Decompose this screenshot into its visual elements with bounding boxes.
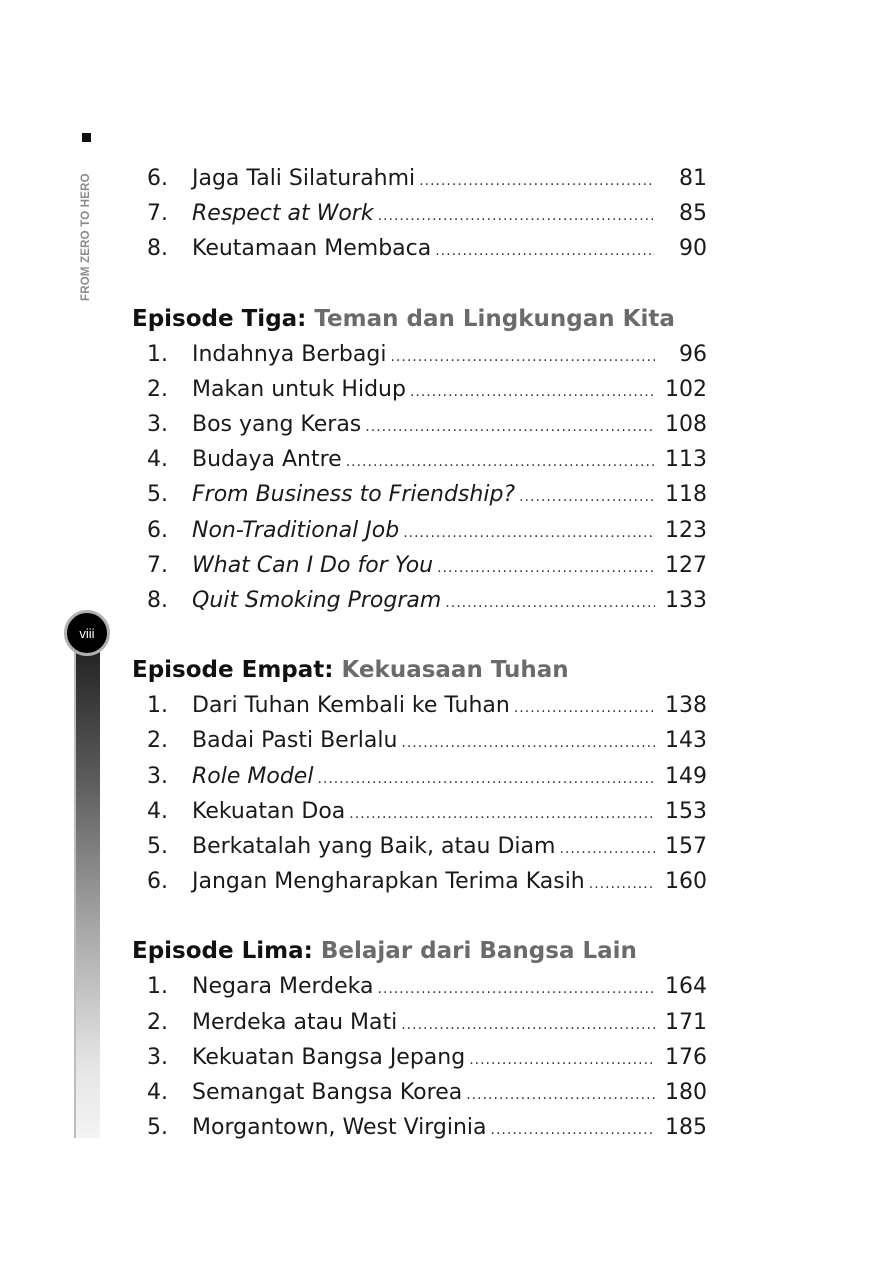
toc-entry-number: 2. (147, 728, 168, 754)
toc-entry-number: 6. (147, 517, 168, 543)
episode-heading (132, 933, 637, 969)
dot-leader (559, 832, 655, 866)
toc-entry-number: 4. (147, 798, 168, 824)
toc-entry-title: Jangan Mengharapkan Terima Kasih (192, 869, 585, 895)
toc-entry-page: 157 (665, 834, 707, 859)
toc-entry-number: 3. (147, 763, 168, 789)
toc-entry-number: 2. (147, 1009, 168, 1035)
toc-entry-number: 5. (147, 834, 168, 859)
toc-entry (147, 338, 707, 372)
toc-entry-number: 3. (147, 1044, 168, 1070)
toc-entry-page: 102 (665, 376, 707, 402)
episode-name: Teman dan Lingkungan Kita (314, 305, 675, 332)
toc-entry (147, 549, 707, 583)
toc-entry (147, 408, 707, 442)
toc-entry-number: 4. (147, 447, 168, 473)
dot-leader (377, 972, 655, 1006)
toc-entry-number: 4. (147, 1080, 168, 1105)
toc-entry-page: 153 (665, 798, 707, 824)
toc-entry-title: Quit Smoking Program (192, 588, 442, 613)
dot-leader (519, 480, 655, 514)
toc-entry-page: 118 (665, 482, 707, 508)
toc-entry (147, 830, 707, 864)
toc-entry-title: Makan untuk Hidup (192, 376, 406, 402)
toc-entry-number: 1. (147, 693, 168, 719)
toc-entry-page: 160 (665, 869, 707, 895)
toc-entry-page: 85 (679, 201, 707, 227)
toc-entry-title: Dari Tuhan Kembali ke Tuhan (192, 693, 510, 719)
dot-leader (491, 1113, 655, 1147)
toc-entry-title: Badai Pasti Berlalu (192, 728, 398, 754)
dot-leader (365, 410, 655, 444)
toc-entry (147, 724, 707, 758)
episode-name: Belajar dari Bangsa Lain (320, 938, 637, 965)
toc-entry-page: 164 (665, 974, 707, 1000)
toc-entry-page: 185 (665, 1115, 707, 1141)
toc-entry-title: Semangat Bangsa Korea (192, 1080, 463, 1105)
toc-entry-number: 7. (147, 552, 168, 578)
dot-leader (469, 1043, 655, 1077)
toc-entry-page: 176 (665, 1044, 707, 1070)
toc-entry-page: 81 (679, 166, 707, 191)
dot-leader (349, 797, 655, 831)
dot-leader (437, 551, 655, 585)
toc-entry-page: 123 (665, 517, 707, 543)
toc-entry (147, 162, 707, 196)
toc-entry (147, 478, 707, 512)
toc-entry-page: 96 (679, 341, 707, 367)
toc-entry-number: 5. (147, 482, 168, 508)
toc-entry (147, 1111, 707, 1145)
toc-entry-number: 6. (147, 166, 168, 191)
dot-leader (466, 1078, 655, 1112)
toc-entry-number: 8. (147, 588, 168, 613)
dot-leader (410, 375, 655, 409)
toc-entry-page: 90 (679, 236, 707, 262)
toc-entry-page: 143 (665, 728, 707, 754)
dot-leader (401, 726, 655, 760)
toc-entry-title: Jaga Tali Silaturahmi (192, 166, 416, 191)
dot-leader (378, 199, 655, 233)
toc-entry-title: Indahnya Berbagi (192, 341, 387, 367)
episode-heading (132, 301, 675, 337)
dot-leader (514, 691, 655, 725)
toc-entry-page: 138 (665, 693, 707, 719)
dot-leader (403, 516, 655, 550)
toc-entry (147, 1076, 707, 1110)
dot-leader (445, 586, 655, 620)
dot-leader (435, 234, 655, 268)
dot-leader (419, 164, 655, 198)
toc-entry-title: Budaya Antre (192, 447, 342, 473)
toc-entry-page: 113 (665, 447, 707, 473)
toc-entry-number: 1. (147, 974, 168, 1000)
toc-entry-title: Kekuatan Doa (192, 798, 346, 824)
toc-entry (147, 373, 707, 407)
toc-entry-title: Morgantown, West Virginia (192, 1115, 487, 1141)
toc-entry-title: Role Model (192, 763, 314, 789)
toc-entry-title: Non-Traditional Job (192, 517, 400, 543)
toc-entry (147, 865, 707, 899)
toc-entry-title: Respect at Work (192, 201, 374, 227)
toc-entry (147, 197, 707, 231)
toc-entry (147, 443, 707, 477)
toc-entry (147, 1041, 707, 1075)
toc-entry (147, 514, 707, 548)
toc-entry-page: 127 (665, 552, 707, 578)
toc-entry-title: What Can I Do for You (192, 552, 434, 578)
toc-entry-number: 1. (147, 341, 168, 367)
toc-entry (147, 689, 707, 723)
toc-entry-title: Negara Merdeka (192, 974, 374, 1000)
running-title-marker (82, 133, 91, 142)
toc-entry (147, 970, 707, 1004)
episode-label: Episode Empat: (132, 657, 334, 684)
toc-entry-number: 8. (147, 236, 168, 262)
toc-entry (147, 232, 707, 266)
toc-entry-page: 180 (665, 1080, 707, 1105)
dot-leader (589, 867, 655, 901)
page-number-badge: viii (64, 610, 110, 656)
toc-entry-page: 133 (665, 588, 707, 613)
toc-entry-title: Berkatalah yang Baik, atau Diam (192, 834, 556, 859)
toc-entry-number: 3. (147, 412, 168, 437)
toc-entry-number: 5. (147, 1115, 168, 1141)
toc-entry-title: Kekuatan Bangsa Jepang (192, 1044, 466, 1070)
dot-leader (401, 1008, 655, 1042)
toc-entry-page: 149 (665, 763, 707, 789)
toc-entry-title: Keutamaan Membaca (192, 236, 432, 262)
toc-entry-title: Merdeka atau Mati (192, 1009, 398, 1035)
toc-entry (147, 584, 707, 618)
toc-entry-page: 171 (665, 1009, 707, 1035)
episode-heading (132, 652, 569, 688)
toc-entry-page: 108 (665, 412, 707, 437)
toc-entry-number: 7. (147, 201, 168, 227)
margin-gradient-bar (76, 635, 100, 1138)
dot-leader (317, 762, 655, 796)
dot-leader (346, 445, 655, 479)
episode-label: Episode Tiga: (132, 305, 307, 332)
toc-entry (147, 795, 707, 829)
running-title: FROM ZERO TO HERO (80, 173, 92, 301)
toc-entry-number: 2. (147, 376, 168, 402)
episode-name: Kekuasaan Tuhan (341, 657, 569, 684)
toc-entry (147, 1006, 707, 1040)
dot-leader (390, 340, 655, 374)
toc-entry-number: 6. (147, 869, 168, 895)
toc-entry (147, 760, 707, 794)
toc-entry-title: From Business to Friendship? (192, 482, 516, 508)
toc-entry-title: Bos yang Keras (192, 412, 362, 437)
episode-label: Episode Lima: (132, 938, 313, 965)
